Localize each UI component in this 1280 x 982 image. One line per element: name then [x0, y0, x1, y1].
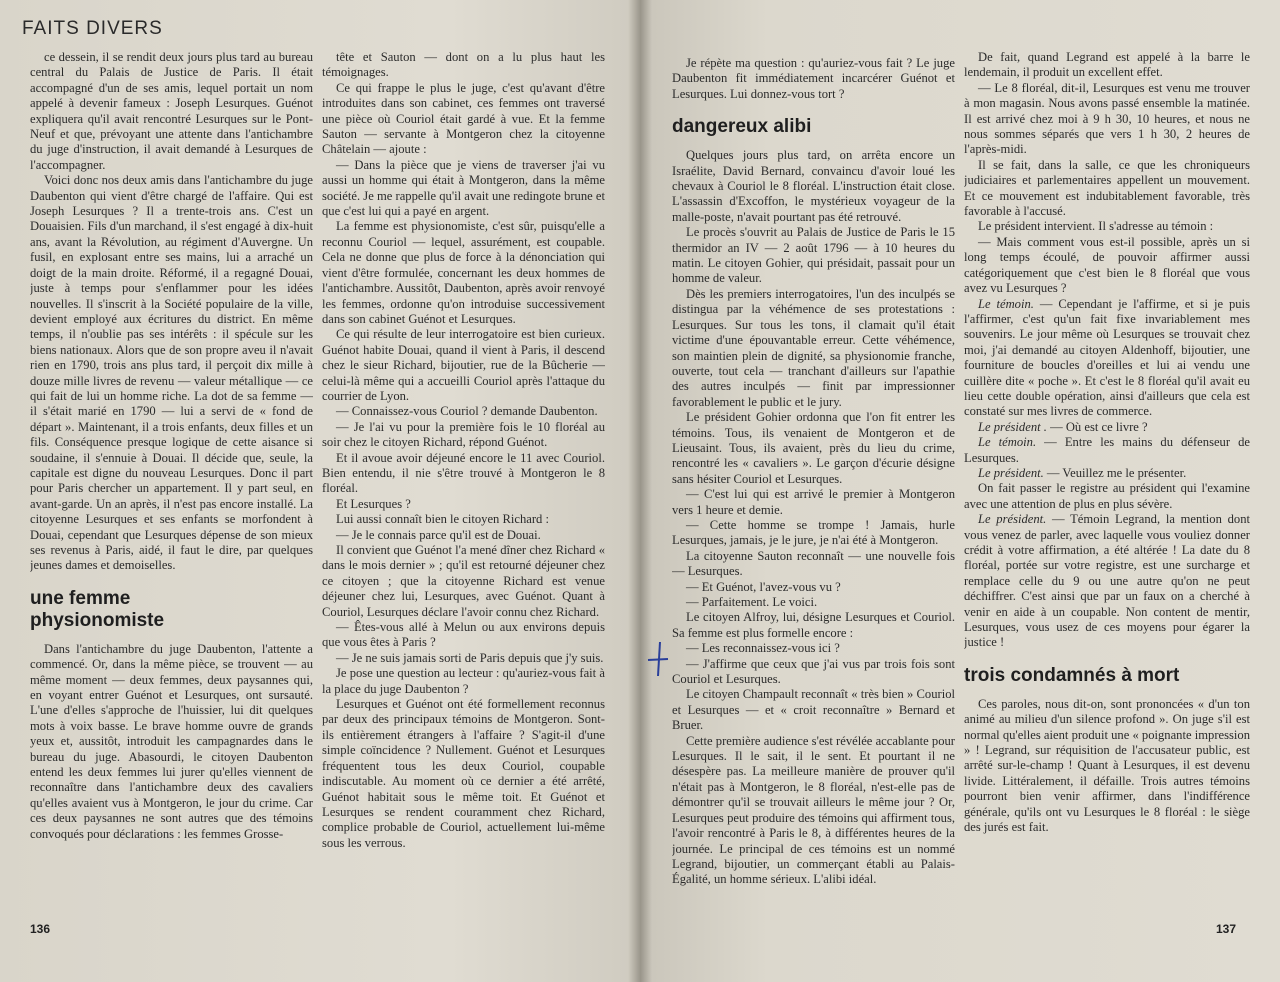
column-4: [964, 50, 1250, 920]
paragraph: La femme est physionomiste, c'est sûr, puisqu'elle a reconnu Couriol — lequel, assurément, est coupable. Cela ne donne que plus de force à la dénonciation qui vient d'être formulée, concernant les deux hommes de l'antichambre. Aussitôt, Daubenton, après avoir renvoyé les femmes, ordonne qu'on introduise successivement dans son cabinet Guénot et Lesurques.: [322, 219, 605, 326]
paragraph: Il se fait, dans la salle, ce que les chroniqueurs judiciaires et parlementaires appellent un mouvement. Et ce mouvement est indubitablement favorable, très favorable à l'accusé.: [964, 157, 1250, 219]
paragraph: Je pose une question au lecteur : qu'auriez-vous fait à la place du juge Daubenton ?: [322, 666, 605, 696]
paragraph: Ce qui résulte de leur interrogatoire est bien curieux. Guénot habite Douai, quand il vient à Paris, il descend chez le sieur Richard, bijoutier, rue de la Bûcherie — celui-là même qui a accueilli Couriol après l'attaque du courrier de Lyon.: [322, 327, 605, 403]
paragraph: — Je le connais parce qu'il est de Douai.: [336, 527, 541, 542]
paragraph: — Cette homme se trompe ! Jamais, hurle Lesurques, jamais, je le jure, je n'ai été à Montgeron.: [672, 517, 955, 548]
column-3: [672, 56, 955, 916]
paragraph: Il convient que Guénot l'a mené dîner chez Richard « dans le mois dernier » ; qu'il est retourné déjeuner chez ce citoyen ; que la citoyenne Richard est venue déjeuner chez lui, Lesurques, avec Guénot. Quant à Couriol, Lesurques déclare l'avoir connu chez Richard.: [322, 543, 605, 619]
paragraph: Cette première audience s'est révélée accablante pour Lesurques. Il le sait, il le sent. Et pourtant il ne désespère pas. La meilleure manière de prouver qu'il n'était pas à Montgeron, le 8 floréal, n'est-elle pas de démontrer qu'il se trouvait ailleurs le même jour ? Or, Lesurques peut produire des témoins qui affirment tous, l'avoir rencontré à Paris le 8, à différentes heures de la journée. Le principal de ces témoins est un nommé Legrand, bijoutier, un commerçant établi au Palais-Égalité, un homme sérieux. L'alibi idéal.: [672, 733, 955, 887]
paragraph: De fait, quand Legrand est appelé à la barre le lendemain, il produit un excellent effet.: [964, 50, 1250, 80]
column-1: [30, 50, 313, 920]
paragraph: — Dans la pièce que je viens de traverser j'ai vu aussi un homme qui était à Montgeron, dans la même société. Je me rappelle qu'il avait une redingote brune et que c'est lui qui a payé en argent.: [322, 157, 605, 219]
dialogue-text: — Où est ce livre ?: [1046, 419, 1148, 434]
paragraph: Lesurques et Guénot ont été formellement reconnus par deux des principaux témoins de Montgeron. Sont-ils entièrement étrangers à l'affaire ? S'agit-il d'une simple coïncidence ? Nullement. Guénot et Lesurques fréquentent tous les deux Couriol, coupable indiscutable. Au moment où ce dernier a été arrêté, Guénot habitait sous le même toit. Et Guénot et Lesurques se rendent couramment chez Richard, complice probable de Couriol, actuellement lui-même sous les verrous.: [322, 697, 605, 850]
column-4-bottom: [964, 697, 1250, 836]
dialogue-text: — Veuillez me le présenter.: [1043, 465, 1187, 480]
paragraph: Quelques jours plus tard, on arrêta encore un Israélite, David Bernard, convaincu d'avoir loué les chevaux à Couriol le 8 floréal. L'instruction était close. L'assassin d'Excoffon, le mystérieux voyageur de la malle-poste, n'avait pourtant pas été retrouvé.: [672, 148, 955, 224]
paragraph: Lui aussi connaît bien le citoyen Richard :: [336, 512, 549, 527]
paragraph: tête et Sauton — dont on a lu plus haut les témoignages.: [322, 50, 605, 80]
dialogue-text: — Cependant je l'affirme, et si je puis l'affirmer, c'est qu'un fait fixe invariablement mes souvenirs. Le jour même où Lesurques se trouvait chez moi, j'ai demandé au citoyen Aldenhoff, bijoutier, une fourniture de boucles d'oreilles et lui ai vendu une cuillère dite « poche ». Et c'est le 8 floréal qu'il avait eu lieu cette double opération, ainsi d'ailleurs que cela est constaté sur mes livres de commerce.: [964, 296, 1250, 419]
paragraph: — Êtes-vous allé à Melun ou aux environs depuis que vous êtes à Paris ?: [322, 620, 605, 650]
dialogue-speaker: Le président .: [978, 419, 1047, 434]
column-3-bottom: [672, 148, 955, 888]
heading-dangereux-alibi: dangereux alibi: [672, 116, 812, 138]
paragraph: Le président intervient. Il s'adresse au témoin :: [978, 219, 1214, 234]
section-label: FAITS DIVERS: [22, 18, 163, 39]
column-3-top: [672, 56, 955, 102]
pencil-mark-icon: [646, 640, 670, 678]
final-speech-text: — Témoin Legrand, la mention dont vous venez de parler, avec laquelle vous vouliez donner crédit à votre affirmation, a été altérée ! La date du 8 floréal, portée sur votre registre, est une surcharge et remplace celle du 9 ou une autre qu'on ne peut déchiffrer. C'est ainsi que par un faux on a cherché à venir en aide à un coupable. Non content de mentir, Lesurques, vous usez de ces moyens pour égarer la justice !: [964, 512, 1250, 650]
right-page: [640, 0, 1280, 982]
column-2-body: [322, 50, 605, 851]
paragraph: — Et Guénot, l'avez-vous vu ?: [686, 579, 841, 594]
column-4-top: [964, 50, 1250, 297]
paragraph: Ce qui frappe le plus le juge, c'est qu'avant d'être introduites dans son cabinet, ces femmes ont traversé une pièce où Couriol était gardé à vue. Et la femme Sauton — servante à Montgeron chez la citoyenne Châtelain — ajoute :: [322, 80, 605, 157]
dialogue-line: [964, 297, 1250, 420]
paragraph: Je répète ma question : qu'auriez-vous fait ? Le juge Daubenton fit immédiatement incarcérer Guénot et Lesurques. Lui donnez-vous tort ?: [672, 56, 955, 101]
paragraph: Et Lesurques ?: [336, 496, 411, 511]
paragraph: Le procès s'ouvrit au Palais de Justice de Paris le 15 thermidor an IV — 2 août 1796 — à 10 heures du matin. Le citoyen Gohier, qui présidait, passait pour un homme de valeur.: [672, 225, 955, 286]
paragraph: — J'affirme que ceux que j'ai vus par trois fois sont Couriol et Lesurques.: [672, 656, 955, 687]
paragraph: Dans l'antichambre du juge Daubenton, l'attente a commencé. Or, dans la même pièce, se trouvent — au même moment — deux femmes, deux paysannes qui, en voyant entrer Guénot et Lesurques, ont sursauté. L'une d'elles s'approche de l'huissier, lui dit quelques mots à voix basse. Le brave homme ouvre de grands yeux et, aussitôt, introduit les campagnardes dans le bureau du juge. Abasourdi, le citoyen Daubenton entend les deux femmes lui jurer qu'elles viennent de reconnaître dans l'antichambre deux des cavaliers qu'elles avaient vus à Montgeron, le jour du crime. Car ces deux paysannes ne sont autres que des témoins convoqués pour déclarations : les femmes Grosse-: [30, 641, 313, 841]
page-number-left: 136: [30, 922, 51, 936]
heading-trois-condamnes: trois condamnés à mort: [964, 664, 1180, 686]
paragraph: On fait passer le registre au président qui l'examine avec une attention de plus en plus sévère.: [964, 481, 1250, 511]
dialogue-line: [964, 435, 1250, 466]
paragraph: Le citoyen Alfroy, lui, désigne Lesurques et Couriol. Sa femme est plus formelle encore :: [672, 610, 955, 640]
paragraph: Dès les premiers interrogatoires, l'un des inculpés se distingua par la véhémence de ses protestations : Lesurques. Sur tous les tons, il clamait qu'il était victime d'une épouvantable erreur. Cette véhémence, son maintien plein de dignité, sa physionomie franche, ouverte, tout cela — tranchant d'ailleurs sur l'apathie des autres inculpés — finit par impressionner favorablement le public et le jury.: [672, 286, 955, 409]
dialogue-text: — Entre les mains du défenseur de Lesurques.: [964, 435, 1250, 465]
column-1-bottom: [30, 642, 313, 842]
paragraph: — Je l'ai vu pour la première fois le 10 floréal au soir chez le citoyen Richard, répond Guénot.: [322, 419, 605, 450]
column-4-middle: [964, 481, 1250, 512]
dialogue-line: [964, 420, 1250, 435]
paragraph: La citoyenne Sauton reconnaît — une nouvelle fois — Lesurques.: [672, 548, 955, 579]
paragraph: — C'est lui qui est arrivé le premier à Montgeron vers 1 heure et demie.: [672, 487, 955, 517]
column-1-top: [30, 50, 313, 574]
column-2: [322, 50, 605, 920]
dialogue-line: [964, 466, 1250, 481]
paragraph: — Connaissez-vous Couriol ? demande Daubenton.: [336, 404, 598, 419]
paragraph: — Le 8 floréal, dit-il, Lesurques est venu me trouver à mon magasin. Nous avons passé ensemble la matinée. Il est arrivé chez moi à 9 h 30, 10 heures, et nous ne nous sommes séparés que vers 1 h 30, 2 heures de l'après-midi.: [964, 80, 1250, 157]
column-4-dialogue: [964, 297, 1250, 482]
final-speaker: Le président.: [978, 512, 1047, 527]
column-4-final-speech: [964, 512, 1250, 651]
dialogue-speaker: Le témoin.: [978, 435, 1037, 450]
paragraph: Et il avoue avoir déjeuné encore le 11 avec Couriol. Bien entendu, il nie s'être trouvé à Montgeron le 8 floréal.: [322, 450, 605, 496]
page-gutter: [628, 0, 652, 982]
page-number-right: 137: [1215, 922, 1236, 936]
dialogue-speaker: Le témoin.: [978, 296, 1034, 311]
paragraph: Le président Gohier ordonna que l'on fit entrer les témoins. Tous, ils venaient de Montgeron et de Lieusaint. Tous, ils avaient, près du lieu du crime, rencontré les « cavaliers ». Le garçon d'écurie désigne sans hésiter Couriol et Lesurques.: [672, 410, 955, 486]
heading-une-femme: une femme physionomiste: [30, 587, 165, 631]
paragraph: Le citoyen Champault reconnaît « très bien » Couriol et Lesurques — et « croit reconnaître » Bernard et Bruer.: [672, 687, 955, 733]
dialogue-speaker: Le président.: [978, 465, 1044, 480]
paragraph: ce dessein, il se rendit deux jours plus tard au bureau central du Palais de Justice de Paris. Il était accompagné d'un de ses amis, lequel portait un nom appelé à devenir fameux : Joseph Lesurques. Guénot expliquera qu'il avait rencontré Lesurques sur le Pont-Neuf et que, prévoyant une attente dans l'antichambre du juge d'instruction, il avait demandé à Lesurques de l'accompagner.: [30, 50, 313, 172]
paragraph: — Les reconnaissez-vous ici ?: [686, 641, 840, 656]
paragraph: — Mais comment vous est-il possible, après un si long temps écoulé, de pouvoir affirmer aussi catégoriquement que c'est bien le 8 floréal que vous avez vu Lesurques ?: [964, 234, 1250, 296]
paragraph: — Parfaitement. Le voici.: [686, 595, 818, 609]
paragraph: — Je ne suis jamais sorti de Paris depuis que j'y suis.: [336, 650, 604, 665]
paragraph: Voici donc nos deux amis dans l'antichambre du juge Daubenton qui vient d'être chargé de l'affaire. Qui est Joseph Lesurques ? Il a trente-trois ans. C'est un Douaisien. Fils d'un marchand, il s'est engagé à dix-huit ans, avant la Révolution, au régiment d'Auvergne. Un fusil, en explosant entre ses mains, lui a arraché un doigt de la main droite. Réformé, il a regagné Douai, juste à temps pour s'enflammer pour les idées nouvelles. Il s'inscrit à la Société populaire de la ville, devient employé aux écritures du district. En même temps, il n'oublie pas ses intérêts : il spécule sur les biens nationaux. Alors que de son propre aveu il n'avait rien en 1790, trois ans plus tard, il perçoit dix mille à douze mille livres de revenu — valeur métallique — ce qui fait de lui un homme riche. La dot de sa femme — il s'était marié en 1790 — lui a servi de « fond de départ ». Maintenant, il a trois enfants, deux filles et un fils. Conséquence presque logique de cette aisance si soudaine, il s'ennuie à Douai. Il décide que, seule, la capitale est digne du nouveau Lesurques. Donc il part pour Paris chercher un appartement. Il y part seul, en avant-garde. Un an après, il n'est pas encore installé. La citoyenne Lesurques et ses enfants se morfondent à Douai, cependant que Lesurques dépense de son mieux ses revenus à Paris, aidé, il faut le dire, par quelques jeunes dames et demoiselles.: [30, 173, 313, 573]
paragraph: Ces paroles, nous dit-on, sont prononcées « d'un ton animé au milieu d'un silence profond ». On juge s'il est normal qu'elles aient produit une « poignante impression » ! Legrand, sur réquisition de l'accusateur public, est arrêté sur-le-champ ! Quant à Lesurques, il est devenu livide. Littéralement, il défaille. Trois autres témoins pourront bien venir affirmer, dans l'indifférence générale, qu'ils ont vu Lesurques le 8 floréal : le siège des jurés est fait.: [964, 696, 1250, 835]
